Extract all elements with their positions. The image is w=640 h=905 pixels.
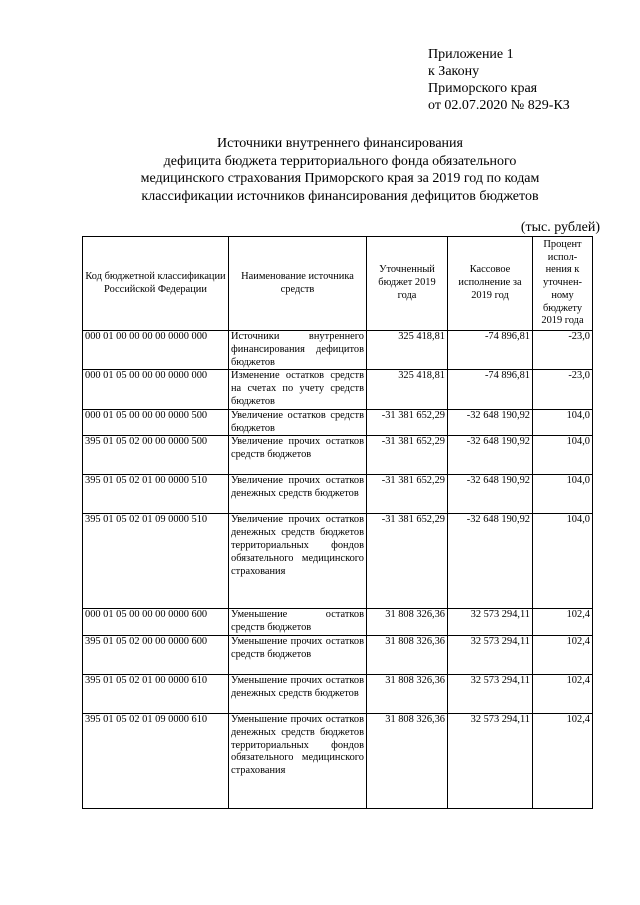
- cell-execution: -32 648 190,92: [448, 514, 533, 609]
- appendix-reference: [428, 46, 570, 114]
- units-label: (тыс. рублей): [520, 220, 600, 235]
- title-line: медицинского страхования Приморского края за 2019 год по кодам: [140, 171, 540, 186]
- title-line: классификации источников финансирования дефицитов бюджетов: [141, 188, 539, 204]
- appendix-line: Приложение 1: [428, 47, 514, 62]
- table-row: [83, 331, 593, 370]
- cell-execution: 32 573 294,11: [448, 713, 533, 808]
- cell-percent: 102,4: [533, 674, 593, 713]
- table-header-row: [83, 237, 593, 331]
- cell-code: 395 01 05 02 01 00 0000 510: [83, 475, 229, 514]
- header-percent: Процент испол-нения к уточнен-ному бюджету 2019 года: [533, 237, 593, 331]
- cell-source-name: Изменение остатков средств на счетах по учету средств бюджетов: [229, 370, 367, 409]
- title-line: Источники внутреннего финансирования: [217, 136, 463, 151]
- cell-budget: -31 381 652,29: [367, 436, 448, 475]
- cell-source-name: Уменьшение остатков средств бюджетов: [229, 609, 367, 636]
- cell-percent: 104,0: [533, 409, 593, 436]
- document-title: [60, 135, 620, 205]
- cell-budget: 31 808 326,36: [367, 635, 448, 674]
- cell-budget: 325 418,81: [367, 331, 448, 370]
- table-row: [83, 409, 593, 436]
- table-row: [83, 609, 593, 636]
- cell-source-name: Увеличение прочих остатков средств бюджетов: [229, 436, 367, 475]
- table-row: [83, 475, 593, 514]
- table-row: [83, 514, 593, 609]
- cell-execution: 32 573 294,11: [448, 635, 533, 674]
- cell-execution: -32 648 190,92: [448, 475, 533, 514]
- cell-source-name: Уменьшение прочих остатков денежных средств бюджетов: [229, 674, 367, 713]
- header-code: Код бюджетной классификации Российской Федерации: [83, 237, 229, 331]
- cell-code: 395 01 05 02 01 09 0000 610: [83, 713, 229, 808]
- cell-percent: 104,0: [533, 436, 593, 475]
- cell-percent: 104,0: [533, 475, 593, 514]
- cell-execution: -74 896,81: [448, 370, 533, 409]
- appendix-line: Приморского края: [428, 81, 538, 96]
- cell-code: 000 01 00 00 00 00 0000 000: [83, 331, 229, 370]
- cell-execution: -74 896,81: [448, 331, 533, 370]
- cell-code: 395 01 05 02 01 00 0000 610: [83, 674, 229, 713]
- cell-percent: 102,4: [533, 635, 593, 674]
- cell-code: 000 01 05 00 00 00 0000 000: [83, 370, 229, 409]
- cell-percent: -23,0: [533, 370, 593, 409]
- header-name: Наименование источника средств: [229, 237, 367, 331]
- cell-percent: 102,4: [533, 609, 593, 636]
- cell-percent: 102,4: [533, 713, 593, 808]
- cell-code: 395 01 05 02 00 00 0000 600: [83, 635, 229, 674]
- cell-execution: 32 573 294,11: [448, 674, 533, 713]
- cell-source-name: Источники внутреннего финансирования дефицитов бюджетов: [229, 331, 367, 370]
- table-row: [83, 674, 593, 713]
- cell-budget: -31 381 652,29: [367, 475, 448, 514]
- cell-budget: 325 418,81: [367, 370, 448, 409]
- table-row: [83, 635, 593, 674]
- cell-budget: 31 808 326,36: [367, 674, 448, 713]
- budget-sources-table: [82, 236, 593, 809]
- cell-percent: 104,0: [533, 514, 593, 609]
- table-row: [83, 436, 593, 475]
- cell-budget: -31 381 652,29: [367, 409, 448, 436]
- cell-execution: -32 648 190,92: [448, 436, 533, 475]
- appendix-line: от 02.07.2020 № 829-КЗ: [428, 98, 570, 113]
- cell-percent: -23,0: [533, 331, 593, 370]
- cell-code: 000 01 05 00 00 00 0000 500: [83, 409, 229, 436]
- cell-code: 395 01 05 02 01 09 0000 510: [83, 514, 229, 609]
- cell-source-name: Увеличение прочих остатков денежных средств бюджетов территориальных фондов обязательного медицинского страхования: [229, 514, 367, 609]
- cell-source-name: Уменьшение прочих остатков денежных средств бюджетов территориальных фондов обязательного медицинского страхования: [229, 713, 367, 808]
- cell-execution: -32 648 190,92: [448, 409, 533, 436]
- cell-code: 395 01 05 02 00 00 0000 500: [83, 436, 229, 475]
- title-line: дефицита бюджета территориального фонда обязательного: [163, 153, 517, 169]
- header-budget: Уточненный бюджет 2019 года: [367, 237, 448, 331]
- header-execution: Кассовое исполнение за 2019 год: [448, 237, 533, 331]
- table-row: [83, 370, 593, 409]
- table-body: [83, 331, 593, 809]
- cell-code: 000 01 05 00 00 00 0000 600: [83, 609, 229, 636]
- cell-source-name: Увеличение прочих остатков денежных средств бюджетов: [229, 475, 367, 514]
- cell-source-name: Уменьшение прочих остатков средств бюджетов: [229, 635, 367, 674]
- appendix-line: к Закону: [428, 64, 480, 79]
- cell-budget: 31 808 326,36: [367, 713, 448, 808]
- cell-source-name: Увеличение остатков средств бюджетов: [229, 409, 367, 436]
- cell-budget: -31 381 652,29: [367, 514, 448, 609]
- cell-budget: 31 808 326,36: [367, 609, 448, 636]
- table-row: [83, 713, 593, 808]
- cell-execution: 32 573 294,11: [448, 609, 533, 636]
